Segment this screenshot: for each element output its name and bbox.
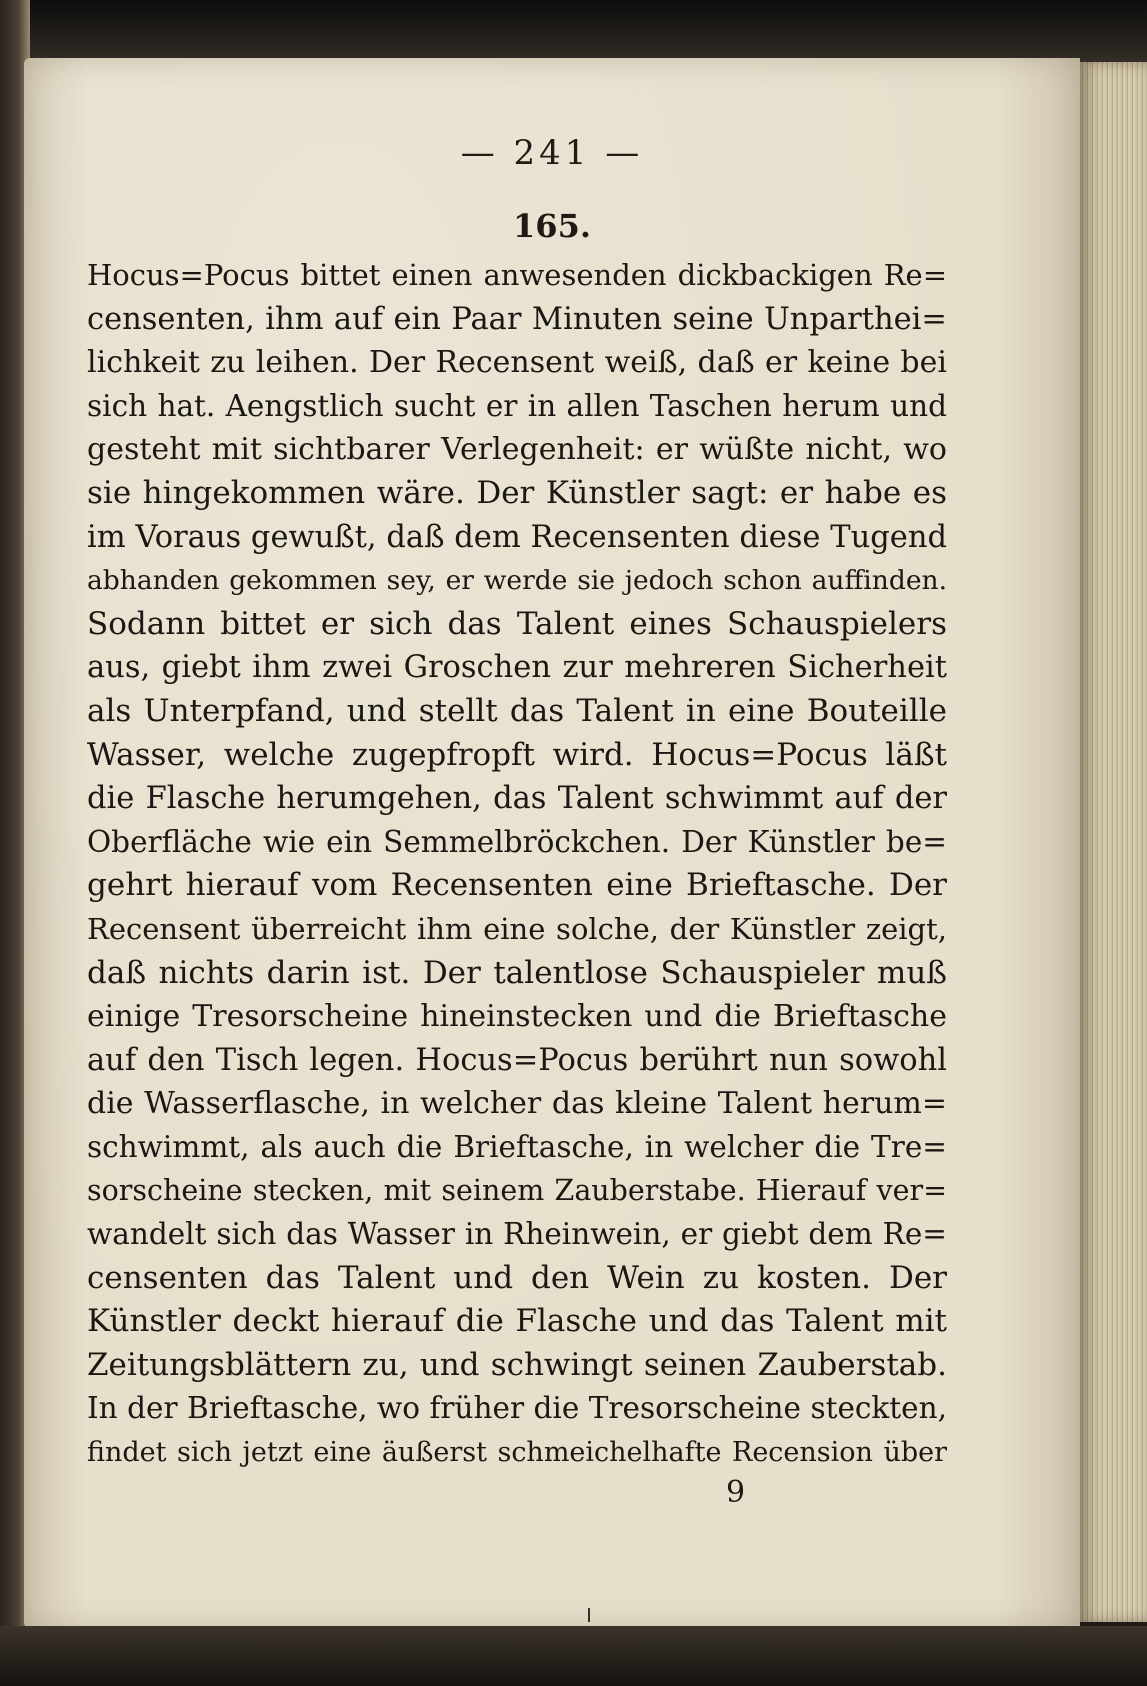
text-line: daß nichts darin ist. Der talentlose Schauspieler muß [87,954,947,991]
text-line: sie hingekommen wäre. Der Künstler sagt: er habe es [87,474,947,511]
binding-tick-mark [588,1608,590,1622]
text-line: findet sich jetzt eine äußerst schmeichelhafte Recension über [87,1437,947,1469]
text-line: Zeitungsblättern zu, und schwingt seinen Zauberstab. [87,1346,947,1383]
text-line: gesteht mit sichtbarer Verlegenheit: er wüßte nicht, wo [87,432,947,468]
text-line: aus, giebt ihm zwei Groschen zur mehreren Sicherheit [87,650,947,686]
text-line: auf den Tisch legen. Hocus=Pocus berührt nun sowohl [87,1042,947,1078]
text-line: censenten das Talent und den Wein zu kosten. Der [87,1259,947,1296]
text-line: die Wasserflasche, in welcher das kleine Talent herum= [87,1086,947,1122]
text-line: einige Tresorscheine hineinstecken und die Brieftasche [87,999,947,1035]
chapter-number: 165. [513,207,591,245]
text-line: lichkeit zu leihen. Der Recensent weiß, daß er keine bei [87,345,947,381]
text-line: In der Brieftasche, wo früher die Tresorscheine steckten, [87,1391,947,1426]
text-line: die Flasche herumgehen, das Talent schwimmt auf der [87,781,947,817]
text-line: Oberfläche wie ein Semmelbröckchen. Der Künstler be= [87,824,947,859]
body-text [87,254,947,1475]
page-edges-stack [1080,62,1147,1622]
page-number-header: — 241 — [460,133,644,173]
text-line: als Unterpfand, und stellt das Talent in eine Bouteille [87,692,947,729]
text-line: gehrt hierauf vom Recensenten eine Brieftasche. Der [87,867,947,904]
text-line: sorscheine stecken, mit seinem Zauberstabe. Hierauf ver= [87,1174,947,1208]
text-line: abhanden gekommen sey, er werde sie jedoch schon auffinden. [87,565,947,597]
text-line: Hocus=Pocus bittet einen anwesenden dickbackigen Re= [87,258,947,292]
signature-mark: 9 [726,1475,746,1510]
text-line: Künstler deckt hierauf die Flasche und das Talent mit [87,1303,947,1340]
text-line: sich hat. Aengstlich sucht er in allen Taschen herum und [87,388,947,423]
text-line: wandelt sich das Wasser in Rheinwein, er giebt dem Re= [87,1217,947,1252]
text-line: Sodann bittet er sich das Talent eines Schauspielers [87,605,947,642]
text-line: Recensent überreicht ihm eine solche, der Künstler zeigt, [87,911,947,946]
text-line: im Voraus gewußt, daß dem Recensenten diese Tugend [87,519,947,555]
text-line: schwimmt, als auch die Brieftasche, in welcher die Tre= [87,1129,947,1164]
text-line: censenten, ihm auf ein Paar Minuten seine Unparthei= [87,301,947,337]
text-line: Wasser, welche zugepfropft wird. Hocus=Pocus läßt [87,736,947,773]
book-bottom-shadow [0,1626,1147,1686]
